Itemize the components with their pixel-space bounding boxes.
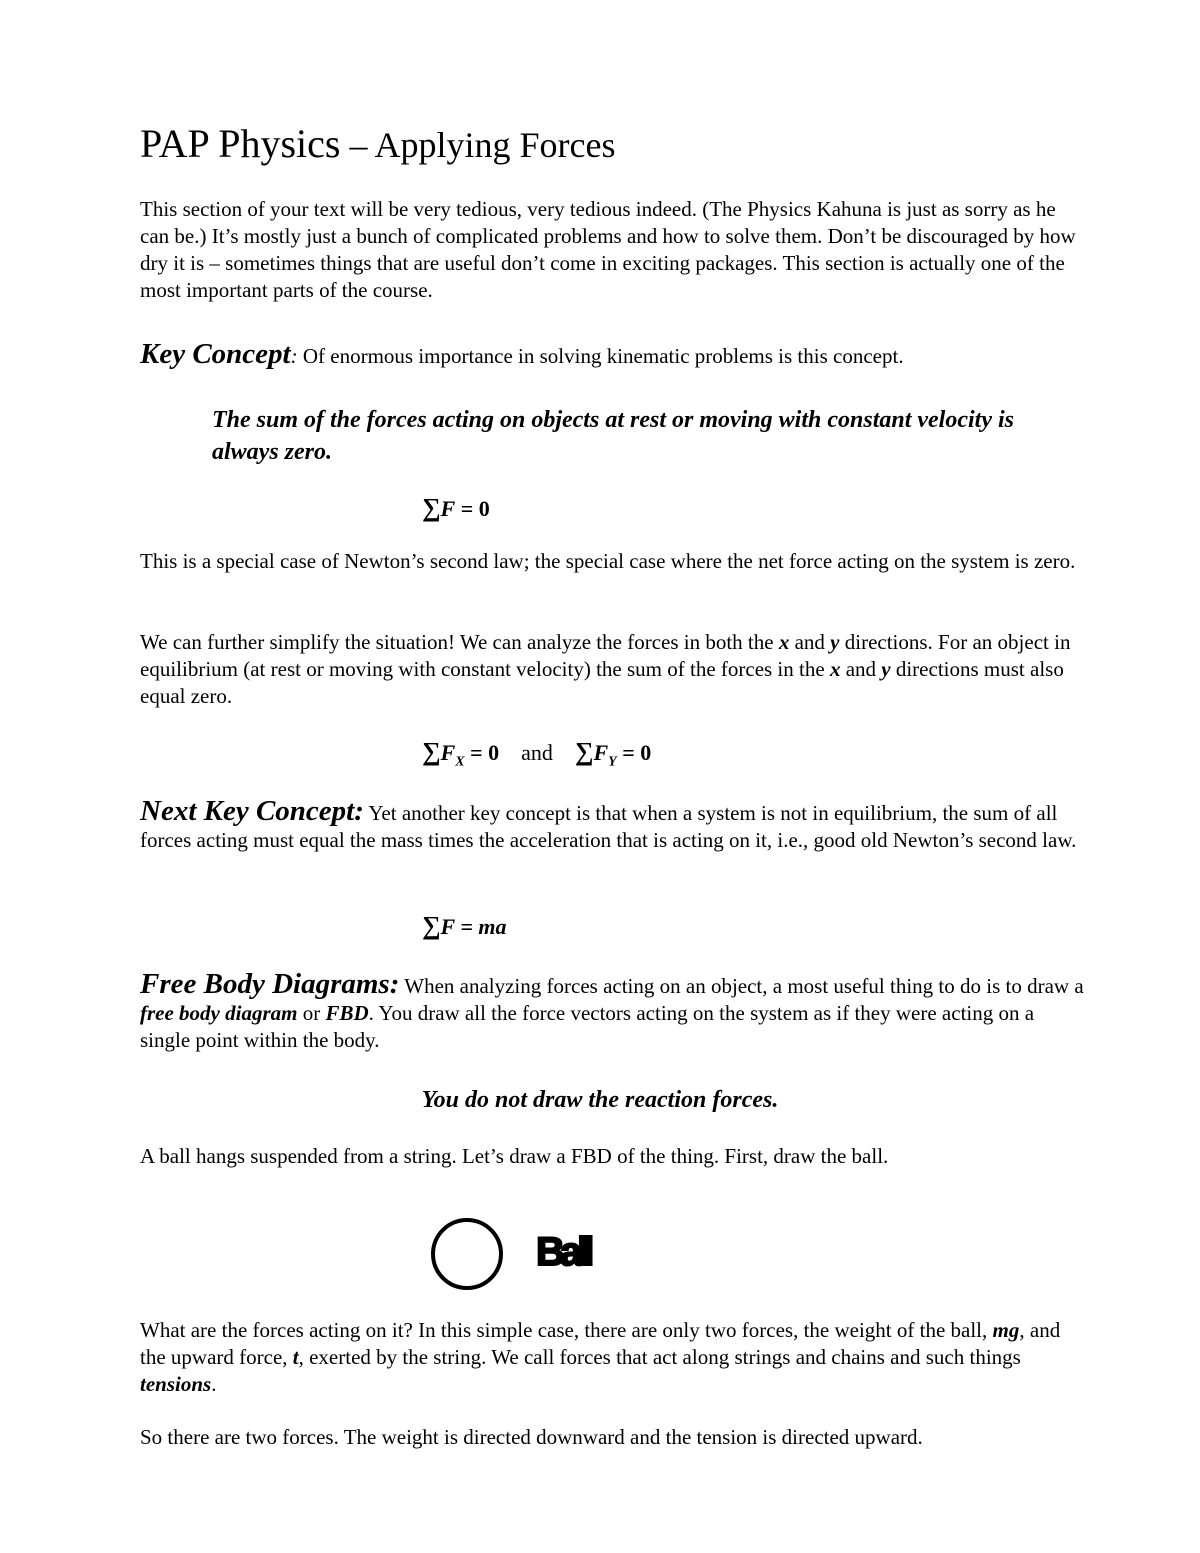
equilibrium-rule: The sum of the forces acting on objects at rest or moving with constant velocity is always zero. (212, 407, 1014, 465)
ball-circle (431, 1218, 503, 1290)
forces-text-1: What are the forces acting on it? In this simple case, there are only two forces, the weight of the ball, (140, 1318, 993, 1342)
sum-force-zero-equation (422, 493, 490, 524)
key-concept-paragraph (140, 338, 1085, 370)
ball-intro-paragraph: A ball hangs suspended from a string. Let’s draw a FBD of the thing. First, draw the ball. (140, 1144, 889, 1168)
newton-second-law-equation (422, 911, 506, 942)
sigma-symbol: ∑ (422, 737, 441, 766)
fbd-text-1: When analyzing forces acting on an object, a most useful thing to do is to draw a (399, 974, 1084, 998)
simplify-text-3: directions. For an object in equilibrium (at rest or moving with constant velocity) the sum of the forces in the (140, 630, 1071, 681)
sigma-symbol: ∑ (422, 911, 441, 940)
next-key-concept-text: Yet another key concept is that when a system is not in equilibrium, the sum of all forces acting must equal the mass times the acceleration that is acting on it, i.e., good old Newton’s second law. (140, 801, 1077, 852)
next-key-concept-heading: Next Key Concept: (140, 795, 364, 827)
sigma-symbol: ∑ (422, 493, 441, 522)
free-body-diagrams-heading: Free Body Diagrams: (140, 968, 400, 1000)
simplify-text-2: and (789, 630, 831, 654)
force-symbol: F (593, 740, 609, 765)
key-concept-text: Of enormous importance in solving kinematic problems is this concept. (297, 344, 904, 368)
forces-paragraph (140, 1317, 1085, 1398)
fbd-text-3: . You draw all the force vectors acting on the system as if they were acting on a single point within the body. (140, 1001, 1035, 1052)
y-variable: y (830, 630, 840, 654)
x-variable: x (829, 657, 841, 681)
title-dash: – (340, 125, 375, 165)
key-concept-colon: : (290, 344, 298, 368)
next-key-concept-paragraph (140, 795, 1085, 854)
tensions-term: tensions (140, 1372, 212, 1396)
page-title (140, 118, 1085, 171)
intro-paragraph: This section of your text will be very tedious, very tedious indeed. (The Physics Kahuna is just as sorry as he can be.) It’s mostly just a bunch of complicated problems and how to solve them. Don’t be discouraged by how dry it is – sometimes things that are useful don’t come in exciting packages. This section is actually one of the most important parts of the course. (140, 197, 1076, 302)
force-symbol: F (440, 914, 455, 939)
equation-rhs: = 0 (464, 740, 500, 765)
y-subscript: Y (608, 754, 617, 770)
y-variable: y (881, 657, 891, 681)
reaction-forces-rule: You do not draw the reaction forces. (421, 1087, 779, 1113)
free-body-diagrams-paragraph (140, 968, 1085, 1054)
simplify-text-1: We can further simplify the situation! We can analyze the forces in both the (140, 630, 779, 654)
forces-text-3: , exerted by the string. We call forces that act along strings and chains and such things (298, 1345, 1021, 1369)
forces-text-2: , and the upward force, (140, 1318, 1061, 1369)
x-subscript: X (455, 754, 465, 770)
tension-symbol: t (292, 1345, 299, 1369)
two-forces-paragraph: So there are two forces. The weight is directed downward and the tension is directed upward. (140, 1425, 923, 1449)
fbd-term: free body diagram (140, 1001, 298, 1025)
ball-label: Ball (536, 1230, 590, 1274)
weight-symbol: mg (992, 1318, 1020, 1342)
fbd-text-2: or (297, 1001, 326, 1025)
forces-text-4: . (211, 1372, 217, 1396)
simplify-text-5: directions must also equal zero. (140, 657, 1064, 708)
title-sub: Applying Forces (374, 125, 616, 165)
and-connector: and (521, 740, 553, 765)
special-case-paragraph: This is a special case of Newton’s second law; the special case where the net force acting on the system is zero. (140, 549, 1076, 573)
sigma-symbol: ∑ (574, 737, 594, 766)
title-main: PAP Physics (140, 121, 341, 166)
equation-rhs: = 0 (455, 496, 490, 521)
force-symbol: F (440, 496, 456, 521)
x-variable: x (778, 630, 790, 654)
component-equations (422, 737, 651, 777)
simplify-text-4: and (840, 657, 882, 681)
equation-rhs: = ma (454, 914, 507, 939)
force-symbol: F (440, 740, 456, 765)
equation-rhs: = 0 (616, 740, 652, 765)
key-concept-heading: Key Concept (140, 338, 291, 370)
fbd-abbreviation: FBD (325, 1001, 369, 1025)
simplify-paragraph (140, 629, 1085, 710)
